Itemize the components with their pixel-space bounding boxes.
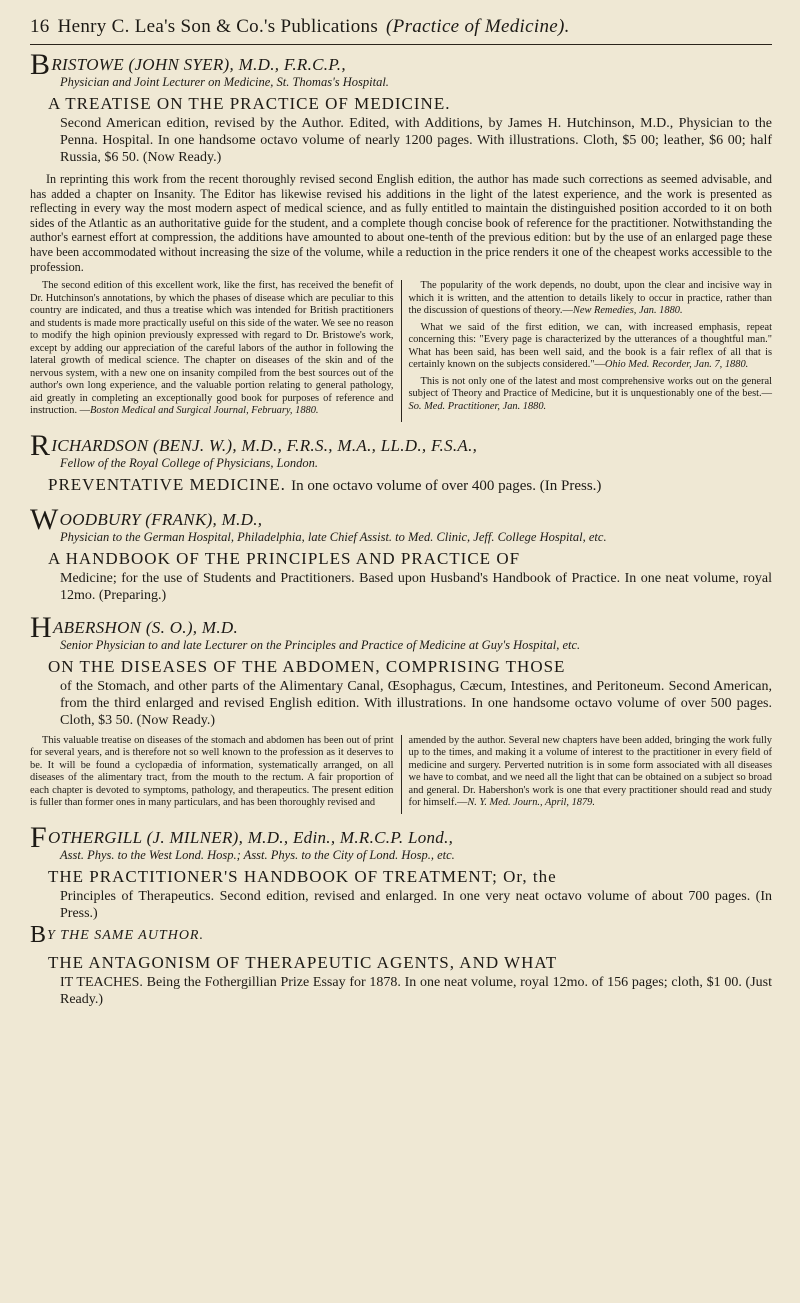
author-affiliation: Fellow of the Royal College of Physicians, London. — [60, 455, 318, 470]
review-source: Boston Medical and Surgical Journal, February, 1880. — [90, 405, 319, 417]
review-source: Ohio Med. Recorder, Jan. 7, 1880. — [604, 359, 749, 371]
book-description: Principles of Therapeutics. Second edition, revised and enlarged. In one very neat octavo volume of about 700 pages. (In Press.) — [60, 888, 772, 921]
author-name — [30, 610, 772, 644]
book-title: ON THE DISEASES OF THE ABDOMEN, COMPRISING THOSE — [48, 656, 566, 676]
book-title: A HANDBOOK OF THE PRINCIPLES AND PRACTICE OF — [48, 548, 521, 568]
review-columns — [30, 280, 772, 422]
book-notice: In reprinting this work from the recent thoroughly revised second English edition, the author has made such corrections as seemed advisable, and has added a chapter on Insanity. The Editor has likewise revised his additions in the light of the latest experience, and the work is presented as reflecting in every way the most modern aspect of medical science, and as fully entitled to maintain the distinguished position accorded to it on both sides of the Atlantic as an authoritative guide for the student, and a complete though concise book of reference for the practitioner. Notwithstanding the author's earnest effort at compression, the additions have amounted to about one-tenth of the previous edition: but by the use of an enlarged page these have been accommodated without increasing the size of the volume, while a reduction in the price renders it one of the cheapest works accessible to the profession. — [30, 172, 772, 274]
author-name — [30, 428, 772, 462]
entry-bristowe — [30, 48, 772, 422]
review-body: This is not only one of the latest and most comprehensive works out on the general subject of Theory and Practice of Medicine, but it is unquestionably one of the best.— — [408, 375, 772, 400]
page-number: 16 — [30, 16, 50, 37]
author-text: OODBURY (FRANK), M.D., — [59, 509, 263, 529]
author-name — [30, 502, 772, 536]
entry-fothergill — [30, 820, 772, 1008]
book-description: Second American edition, revised by the Author. Edited, with Additions, by James H. Hutchinson, M.D., Physician to the Penna. Hospital. In one handsome octavo volume of nearly 1200 pages. With illustrations. Cloth, $5 00; leather, $6 00; half Russia, $6 50. (Now Ready.) — [60, 116, 772, 165]
entry-richardson — [30, 428, 772, 496]
author-text: ABERSHON (S. O.), M.D. — [52, 617, 239, 637]
book-title — [48, 475, 772, 496]
review-text — [409, 280, 773, 318]
review-body: The second edition of this excellent work, like the first, has received the benefit of Dr. Hutchinson's annotations, by which the phases of disease which are peculiar to this country are indicated, and thus a treatise which was intended for British practitioners and students is made more practically useful on this side of the water. We see no reason to modify the high opinion previously expressed with regard to Dr. Bristowe's work, except by adding our appreciation of the careful labors of the author in following the lateral growth of medical science. The chapter on diseases of the skin and of the nervous system, with a new one on insanity compiled from the best sources out of the author's own long experience, and the valuable portion relating to general pathology, aid greatly in completing an exceptionally good book for purposes of reference and instruction. — — [30, 280, 394, 417]
header-rule — [30, 44, 772, 45]
review-text — [409, 735, 773, 810]
entry-woodbury — [30, 502, 772, 604]
entry-habershon — [30, 610, 772, 814]
review-source: N. Y. Med. Journ., April, 1879. — [467, 797, 595, 809]
book-description-second: IT TEACHES. Being the Fothergillian Prize Essay for 1878. In one neat volume, royal 12mo. of 156 pages; cloth, $1 00. (Just Ready.) — [60, 974, 772, 1007]
review-text: This valuable treatise on diseases of the stomach and abdomen has been out of print for several years, and is therefore not so well known to the profession as it deserves to be. It will be found a cyclopædia of information, systematically arranged, on all diseases of the alimentary tract, from the mouth to the rectum. A fair proportion of each chapter is devoted to symptoms, pathology, and therapeutics. The present edition is fuller than former ones in many particulars, and has been thoroughly revised and — [30, 734, 394, 809]
book-title-second: THE ANTAGONISM OF THERAPEUTIC AGENTS, AND WHAT — [48, 952, 558, 972]
drop-cap: R — [30, 428, 51, 462]
same-author-byline — [30, 922, 772, 949]
drop-cap: W — [30, 502, 59, 536]
drop-cap: B — [30, 921, 48, 948]
review-source: So. Med. Practitioner, Jan. 1880. — [408, 400, 547, 412]
book-title: THE PRACTITIONER'S HANDBOOK OF TREATMENT; Or, the — [48, 866, 557, 886]
book-title: A TREATISE ON THE PRACTICE OF MEDICINE. — [48, 94, 451, 113]
author-affiliation: Senior Physician to and late Lecturer on the Principles and Practice of Medicine at Guy's Hospital, etc. — [60, 637, 581, 652]
author-name — [30, 820, 772, 854]
review-text — [30, 280, 394, 418]
review-body: What we said of the first edition, we can, with increased emphasis, repeat concerning this: "Every page is characterized by the utterances of a thoughtful man." What has been said, has been well said, and the book is a fair reflex of all that is certainly known on the subjects considered."— — [408, 321, 772, 371]
author-text: OTHERGILL (J. MILNER), M.D., Edin., M.R.C.P. Lond., — [48, 827, 454, 847]
book-description: of the Stomach, and other parts of the Alimentary Canal, Œsophagus, Cæcum, Intestines, and Peritoneum. Second American, from the third enlarged and revised English edition. With illustrations. In one handsome octavo volume of over 500 pages. Cloth, $3 50. (Now Ready.) — [60, 678, 772, 728]
review-text — [409, 322, 773, 372]
book-title-text: PREVENTATIVE MEDICINE. — [48, 474, 286, 494]
section-heading: (Practice of Medicine). — [386, 16, 570, 37]
review-body: The popularity of the work depends, no doubt, upon the clear and incisive way in which it is written, and the attention to details likely to occur in practice, rather than the discussion of questions of theory.— — [408, 280, 772, 317]
book-description: In one octavo volume of over 400 pages. (In Press.) — [291, 477, 602, 494]
book-description: Medicine; for the use of Students and Practitioners. Based upon Husband's Handbook of Practice. In one neat volume, royal 12mo. (Preparing.) — [60, 570, 772, 603]
drop-cap: H — [30, 610, 52, 644]
review-column-right — [402, 735, 773, 814]
review-text — [409, 376, 773, 414]
author-affiliation: Physician to the German Hospital, Philadelphia, late Chief Assist. to Med. Clinic, Jeff. College Hospital, etc. — [60, 529, 607, 544]
running-header — [30, 16, 772, 38]
drop-cap: F — [30, 820, 47, 854]
author-text: RISTOWE (JOHN SYER), M.D., F.R.C.P., — [51, 55, 346, 74]
byline-text: Y THE SAME AUTHOR. — [47, 927, 204, 943]
review-source: New Remedies, Jan. 1880. — [572, 305, 683, 317]
author-affiliation: Asst. Phys. to the West Lond. Hosp.; Asst. Phys. to the City of Lond. Hosp., etc. — [60, 847, 455, 862]
review-body: amended by the author. Several new chapters have been added, bringing the work fully up to the times, and making it a volume of interest to the practitioner in every field of medicine and surgery. Perverted nutrition is in some form associated with all diseases we have to combat, and we need all the light that can be obtained on a subject so broad and general. Dr. Habershon's work is one that every practitioner should read and study for himself.— — [408, 734, 772, 809]
publisher-heading: Henry C. Lea's Son & Co.'s Publications — [57, 16, 379, 37]
drop-cap: B — [30, 48, 51, 81]
review-column-left — [30, 280, 402, 422]
review-column-left — [30, 735, 402, 814]
review-column-right — [402, 280, 773, 422]
author-affiliation: Physician and Joint Lecturer on Medicine, St. Thomas's Hospital. — [60, 75, 389, 89]
author-name — [30, 48, 772, 81]
review-columns — [30, 735, 772, 814]
author-text: ICHARDSON (BENJ. W.), M.D., F.R.S., M.A., LL.D., F.S.A., — [51, 435, 478, 455]
